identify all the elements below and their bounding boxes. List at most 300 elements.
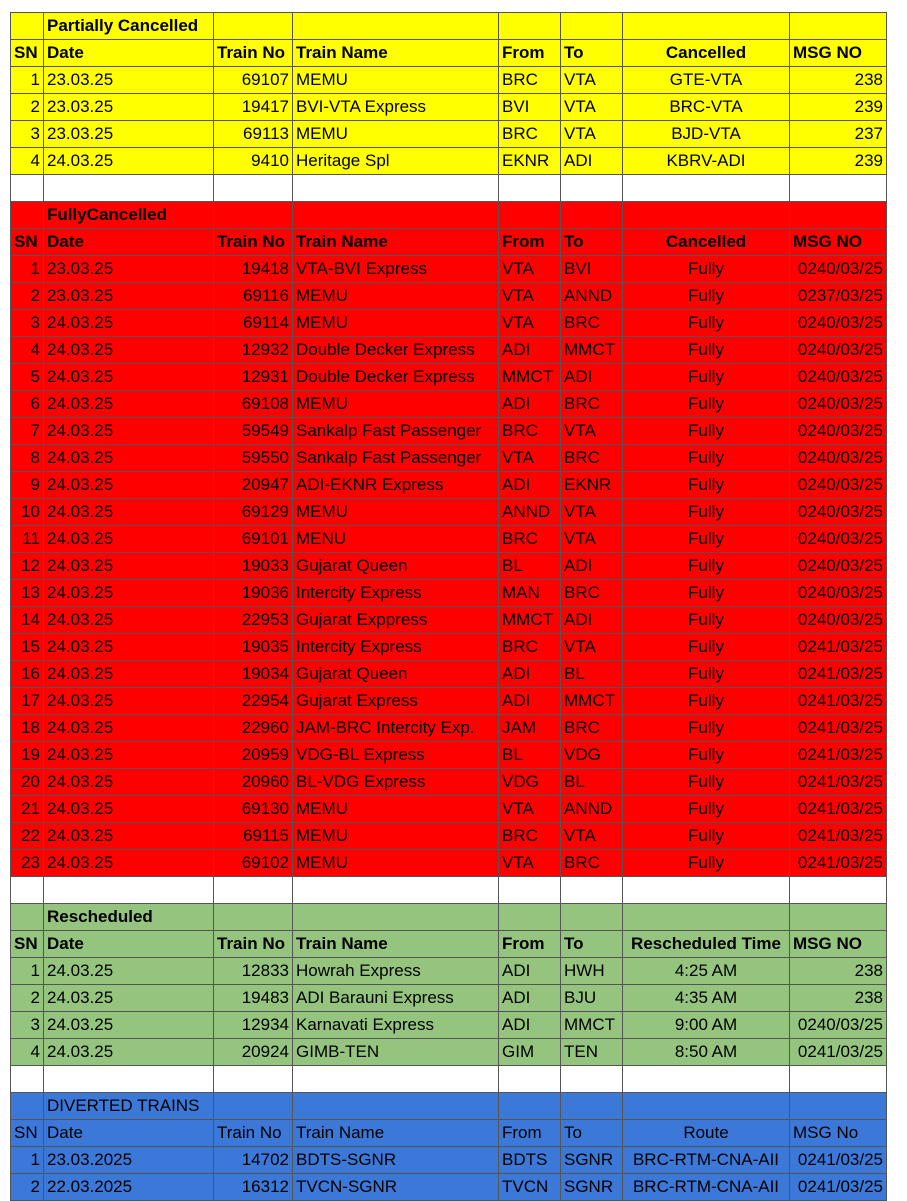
cell-date: 23.03.25 (44, 67, 214, 94)
cell-msg-no: 0240/03/25 (790, 526, 887, 553)
cell-sn: 1 (11, 958, 44, 985)
cell-train-name: Heritage Spl (293, 148, 499, 175)
cell-date: 24.03.25 (44, 148, 214, 175)
cell-train-no: 19036 (214, 580, 293, 607)
table-row (11, 715, 887, 742)
cell-from: VTA (499, 310, 561, 337)
cell-cancelled: Fully (623, 418, 790, 445)
cell-cancelled: Fully (623, 499, 790, 526)
cell-train-no: 69116 (214, 283, 293, 310)
cell-sn: 15 (11, 634, 44, 661)
cell-to: VTA (561, 94, 623, 121)
cell-msg-no: 0240/03/25 (790, 391, 887, 418)
cell-train-no: 22960 (214, 715, 293, 742)
cell-to: ANND (561, 796, 623, 823)
cell-cancelled: Fully (623, 850, 790, 877)
cell-train-no: 69107 (214, 67, 293, 94)
cell-train-name: GIMB-TEN (293, 1039, 499, 1066)
cell-date: 23.03.2025 (44, 1147, 214, 1174)
cell-to: VTA (561, 634, 623, 661)
table-row (11, 607, 887, 634)
cell-from: VDG (499, 769, 561, 796)
cell-train-no: 19418 (214, 256, 293, 283)
cell-msg-no: 0241/03/25 (790, 769, 887, 796)
cell-train-no: 22954 (214, 688, 293, 715)
table-row (11, 661, 887, 688)
table-row (11, 148, 887, 175)
col-header-msg-no: MSG NO (790, 229, 887, 256)
cell-date: 24.03.25 (44, 364, 214, 391)
cell-sn: 2 (11, 1174, 44, 1201)
cell-msg-no: 0240/03/25 (790, 499, 887, 526)
cell-msg-no: 0240/03/25 (790, 337, 887, 364)
cell-train-no: 69101 (214, 526, 293, 553)
col-header-msg-no: MSG No (790, 1120, 887, 1147)
cell-msg-no: 0241/03/25 (790, 796, 887, 823)
cell-train-no: 69130 (214, 796, 293, 823)
cell-route: BRC-RTM-CNA-AII (623, 1174, 790, 1201)
cell-sn: 3 (11, 310, 44, 337)
cell-to: EKNR (561, 472, 623, 499)
cell-train-no: 19034 (214, 661, 293, 688)
cell-train-name: Gujarat Express (293, 688, 499, 715)
cell-train-name: MEMU (293, 823, 499, 850)
cell-msg-no: 0240/03/25 (790, 553, 887, 580)
table-row (11, 823, 887, 850)
cell-msg-no: 0241/03/25 (790, 823, 887, 850)
cell-sn: 22 (11, 823, 44, 850)
cell-to: BRC (561, 580, 623, 607)
rescheduled-rows (11, 958, 887, 1066)
cell-sn: 12 (11, 553, 44, 580)
cell-msg-no: 0240/03/25 (790, 472, 887, 499)
cell-sn: 14 (11, 607, 44, 634)
cell-to: VTA (561, 67, 623, 94)
cell-date: 23.03.25 (44, 94, 214, 121)
col-header-train-no: Train No (214, 40, 293, 67)
cell-msg-no: 0240/03/25 (790, 580, 887, 607)
cell-date: 24.03.25 (44, 526, 214, 553)
cell-train-name: MENU (293, 526, 499, 553)
cell-date: 23.03.25 (44, 121, 214, 148)
cell-cancelled: Fully (623, 661, 790, 688)
cell-sn: 2 (11, 94, 44, 121)
cell-to: VDG (561, 742, 623, 769)
table-row (11, 364, 887, 391)
cell-msg-no: 0240/03/25 (790, 418, 887, 445)
cell-to: ANND (561, 283, 623, 310)
table-row (11, 985, 887, 1012)
spacer-row (11, 175, 887, 202)
cell-sn: 4 (11, 337, 44, 364)
cell-msg-no: 0240/03/25 (790, 310, 887, 337)
col-header-msg-no: MSG NO (790, 931, 887, 958)
cell-to: BRC (561, 715, 623, 742)
cell-msg-no: 0240/03/25 (790, 607, 887, 634)
cell-date: 24.03.25 (44, 337, 214, 364)
cell-to: ADI (561, 148, 623, 175)
section-title: Rescheduled (44, 904, 214, 931)
cell-train-no: 19417 (214, 94, 293, 121)
cell-from: VTA (499, 796, 561, 823)
cell-sn: 13 (11, 580, 44, 607)
header-row (11, 229, 887, 256)
cell-to: MMCT (561, 337, 623, 364)
cell-sn: 6 (11, 391, 44, 418)
cell-cancelled: Fully (623, 364, 790, 391)
cell-from: ADI (499, 661, 561, 688)
cell-train-no: 12931 (214, 364, 293, 391)
cell-sn: 1 (11, 1147, 44, 1174)
cell-to: BJU (561, 985, 623, 1012)
cell-train-no: 59550 (214, 445, 293, 472)
cell-date: 24.03.25 (44, 985, 214, 1012)
cell-from: MAN (499, 580, 561, 607)
cell-from: ADI (499, 472, 561, 499)
col-header-to: To (561, 1120, 623, 1147)
cell-cancelled: Fully (623, 553, 790, 580)
cell-from: MMCT (499, 607, 561, 634)
col-header-train-no: Train No (214, 229, 293, 256)
cell-train-name: MEMU (293, 310, 499, 337)
cell-date: 24.03.25 (44, 661, 214, 688)
table-row (11, 1039, 887, 1066)
cell-from: VTA (499, 445, 561, 472)
col-header-sn: SN (11, 931, 44, 958)
cell-sn: 23 (11, 850, 44, 877)
cell-train-no: 20960 (214, 769, 293, 796)
spacer-row (11, 1066, 887, 1093)
cell-cancelled: Fully (623, 607, 790, 634)
cell-train-no: 69115 (214, 823, 293, 850)
cell-train-no: 69102 (214, 850, 293, 877)
section-title-row (11, 202, 887, 229)
cell-train-name: Gujarat Queen (293, 661, 499, 688)
cell-to: MMCT (561, 688, 623, 715)
cell-train-no: 22953 (214, 607, 293, 634)
col-header-sn: SN (11, 40, 44, 67)
table-row (11, 67, 887, 94)
cell-msg-no: 0241/03/25 (790, 715, 887, 742)
cell-train-name: Gujarat Queen (293, 553, 499, 580)
cell-date: 24.03.25 (44, 634, 214, 661)
table-row (11, 283, 887, 310)
cell-cancelled: KBRV-ADI (623, 148, 790, 175)
table-row (11, 742, 887, 769)
cell-train-no: 69114 (214, 310, 293, 337)
cell-from: VTA (499, 256, 561, 283)
cell-date: 24.03.25 (44, 742, 214, 769)
cell-train-no: 19483 (214, 985, 293, 1012)
col-header-to: To (561, 931, 623, 958)
cell-cancelled: Fully (623, 445, 790, 472)
col-header-from: From (499, 229, 561, 256)
cell-train-name: BVI-VTA Express (293, 94, 499, 121)
cell-sn: 1 (11, 256, 44, 283)
cell-train-name: MEMU (293, 283, 499, 310)
col-header-msg-no: MSG NO (790, 40, 887, 67)
col-header-date: Date (44, 40, 214, 67)
cell-train-name: Intercity Express (293, 580, 499, 607)
col-header-rescheduled-time: Rescheduled Time (623, 931, 790, 958)
cell-train-no: 12833 (214, 958, 293, 985)
col-header-sn: SN (11, 229, 44, 256)
cell-train-no: 19035 (214, 634, 293, 661)
cell-to: BVI (561, 256, 623, 283)
cell-cancelled: Fully (623, 796, 790, 823)
cell-msg-no: 0241/03/25 (790, 688, 887, 715)
col-header-train-no: Train No (214, 931, 293, 958)
cell-sn: 5 (11, 364, 44, 391)
cell-train-name: Sankalp Fast Passenger (293, 445, 499, 472)
cell-time: 4:35 AM (623, 985, 790, 1012)
partially-cancelled-rows (11, 67, 887, 175)
table-row (11, 553, 887, 580)
cell-from: BRC (499, 67, 561, 94)
table-row (11, 121, 887, 148)
col-header-date: Date (44, 931, 214, 958)
cell-msg-no: 0240/03/25 (790, 445, 887, 472)
cell-msg-no: 0241/03/25 (790, 742, 887, 769)
cell-sn: 19 (11, 742, 44, 769)
cell-msg-no: 238 (790, 985, 887, 1012)
cell-date: 23.03.25 (44, 256, 214, 283)
cell-date: 24.03.25 (44, 499, 214, 526)
cell-from: BDTS (499, 1147, 561, 1174)
cell-date: 24.03.25 (44, 472, 214, 499)
cell-time: 8:50 AM (623, 1039, 790, 1066)
col-header-from: From (499, 931, 561, 958)
cell-train-no: 19033 (214, 553, 293, 580)
cell-train-name: VTA-BVI Express (293, 256, 499, 283)
cell-train-name: Double Decker Express (293, 364, 499, 391)
cell-to: SGNR (561, 1147, 623, 1174)
cell-train-no: 20924 (214, 1039, 293, 1066)
section-title-row (11, 904, 887, 931)
col-header-train-name: Train Name (293, 931, 499, 958)
rescheduled-section (11, 904, 887, 958)
cell-train-no: 20947 (214, 472, 293, 499)
cell-train-name: Howrah Express (293, 958, 499, 985)
cell-date: 24.03.25 (44, 850, 214, 877)
cell-msg-no: 237 (790, 121, 887, 148)
table-row (11, 256, 887, 283)
cell-cancelled: Fully (623, 256, 790, 283)
cell-date: 24.03.25 (44, 796, 214, 823)
cell-from: ANND (499, 499, 561, 526)
cell-from: ADI (499, 958, 561, 985)
cell-date: 24.03.25 (44, 823, 214, 850)
cell-from: BRC (499, 418, 561, 445)
cell-train-name: ADI Barauni Express (293, 985, 499, 1012)
table-row (11, 634, 887, 661)
cell-msg-no: 0237/03/25 (790, 283, 887, 310)
col-header-to: To (561, 40, 623, 67)
col-header-date: Date (44, 229, 214, 256)
cell-train-name: MEMU (293, 67, 499, 94)
col-header-sn: SN (11, 1120, 44, 1147)
cell-train-no: 12932 (214, 337, 293, 364)
cell-to: TEN (561, 1039, 623, 1066)
cell-cancelled: Fully (623, 769, 790, 796)
spacer-row (11, 877, 887, 904)
cell-sn: 10 (11, 499, 44, 526)
cell-from: ADI (499, 688, 561, 715)
cell-to: VTA (561, 121, 623, 148)
cell-cancelled: Fully (623, 283, 790, 310)
cell-date: 24.03.25 (44, 418, 214, 445)
cell-from: ADI (499, 391, 561, 418)
cell-train-name: Sankalp Fast Passenger (293, 418, 499, 445)
cell-date: 24.03.25 (44, 1012, 214, 1039)
cell-sn: 8 (11, 445, 44, 472)
diverted-trains-rows (11, 1147, 887, 1201)
col-header-to: To (561, 229, 623, 256)
cell-date: 24.03.25 (44, 580, 214, 607)
cell-sn: 20 (11, 769, 44, 796)
cell-date: 22.03.2025 (44, 1174, 214, 1201)
cell-sn: 2 (11, 283, 44, 310)
table-row (11, 850, 887, 877)
cell-train-name: MEMU (293, 850, 499, 877)
cell-msg-no: 238 (790, 67, 887, 94)
cell-to: ADI (561, 607, 623, 634)
cell-sn: 3 (11, 1012, 44, 1039)
train-status-sheet (10, 12, 887, 1201)
cell-cancelled: GTE-VTA (623, 67, 790, 94)
col-header-train-name: Train Name (293, 229, 499, 256)
cell-from: BRC (499, 121, 561, 148)
cell-train-no: 59549 (214, 418, 293, 445)
table-row (11, 337, 887, 364)
table-row (11, 1147, 887, 1174)
cell-msg-no: 239 (790, 148, 887, 175)
cell-date: 23.03.25 (44, 283, 214, 310)
cell-from: EKNR (499, 148, 561, 175)
cell-sn: 3 (11, 121, 44, 148)
table-row (11, 1174, 887, 1201)
cell-train-no: 69129 (214, 499, 293, 526)
cell-from: GIM (499, 1039, 561, 1066)
table-row (11, 94, 887, 121)
cell-msg-no: 0241/03/25 (790, 1174, 887, 1201)
cell-msg-no: 239 (790, 94, 887, 121)
table-row (11, 526, 887, 553)
cell-cancelled: Fully (623, 715, 790, 742)
table-row (11, 580, 887, 607)
cell-sn: 4 (11, 1039, 44, 1066)
table-row (11, 310, 887, 337)
cell-sn: 2 (11, 985, 44, 1012)
header-row (11, 40, 887, 67)
cell-train-name: JAM-BRC Intercity Exp. (293, 715, 499, 742)
cell-to: ADI (561, 553, 623, 580)
cell-train-name: TVCN-SGNR (293, 1174, 499, 1201)
cell-train-name: ADI-EKNR Express (293, 472, 499, 499)
cell-to: BRC (561, 850, 623, 877)
cell-from: BRC (499, 526, 561, 553)
cell-cancelled: Fully (623, 391, 790, 418)
cell-to: MMCT (561, 1012, 623, 1039)
cell-sn: 16 (11, 661, 44, 688)
col-header-date: Date (44, 1120, 214, 1147)
col-header-route: Route (623, 1120, 790, 1147)
fully-cancelled-rows (11, 256, 887, 877)
cell-msg-no: 0241/03/25 (790, 661, 887, 688)
cell-train-name: MEMU (293, 796, 499, 823)
cell-train-name: Karnavati Express (293, 1012, 499, 1039)
cell-train-no: 16312 (214, 1174, 293, 1201)
section-title-row (11, 13, 887, 40)
table-row (11, 499, 887, 526)
cell-from: ADI (499, 337, 561, 364)
cell-to: VTA (561, 823, 623, 850)
cell-from: JAM (499, 715, 561, 742)
cell-train-name: MEMU (293, 499, 499, 526)
col-header-from: From (499, 40, 561, 67)
cell-cancelled: Fully (623, 634, 790, 661)
cell-cancelled: BJD-VTA (623, 121, 790, 148)
table-row (11, 796, 887, 823)
col-header-train-name: Train Name (293, 1120, 499, 1147)
cell-date: 24.03.25 (44, 310, 214, 337)
cell-train-name: VDG-BL Express (293, 742, 499, 769)
table-row (11, 418, 887, 445)
cell-cancelled: Fully (623, 337, 790, 364)
cell-date: 24.03.25 (44, 1039, 214, 1066)
cell-to: VTA (561, 526, 623, 553)
cell-cancelled: Fully (623, 580, 790, 607)
cell-train-no: 20959 (214, 742, 293, 769)
cell-train-no: 69108 (214, 391, 293, 418)
section-title-row (11, 1093, 887, 1120)
cell-from: MMCT (499, 364, 561, 391)
cell-date: 24.03.25 (44, 958, 214, 985)
cell-sn: 1 (11, 67, 44, 94)
cell-to: BRC (561, 310, 623, 337)
cell-to: BRC (561, 391, 623, 418)
table-row (11, 688, 887, 715)
cell-from: ADI (499, 1012, 561, 1039)
cell-sn: 4 (11, 148, 44, 175)
cell-to: VTA (561, 499, 623, 526)
cell-to: SGNR (561, 1174, 623, 1201)
cell-to: BL (561, 769, 623, 796)
cell-msg-no: 0241/03/25 (790, 1039, 887, 1066)
cell-train-no: 9410 (214, 148, 293, 175)
cell-from: ADI (499, 985, 561, 1012)
cell-train-name: BDTS-SGNR (293, 1147, 499, 1174)
cell-cancelled: Fully (623, 688, 790, 715)
cell-cancelled: BRC-VTA (623, 94, 790, 121)
cell-date: 24.03.25 (44, 607, 214, 634)
cell-sn: 9 (11, 472, 44, 499)
cell-sn: 11 (11, 526, 44, 553)
cell-msg-no: 0240/03/25 (790, 256, 887, 283)
cell-from: BRC (499, 634, 561, 661)
col-header-cancelled: Cancelled (623, 229, 790, 256)
col-header-train-name: Train Name (293, 40, 499, 67)
section-title: Partially Cancelled (44, 13, 214, 40)
cell-from: BL (499, 553, 561, 580)
cell-time: 4:25 AM (623, 958, 790, 985)
cell-train-name: Double Decker Express (293, 337, 499, 364)
cell-train-name: Gujarat Exppress (293, 607, 499, 634)
header-row (11, 931, 887, 958)
cell-train-name: MEMU (293, 121, 499, 148)
cell-route: BRC-RTM-CNA-AII (623, 1147, 790, 1174)
cell-msg-no: 0240/03/25 (790, 1012, 887, 1039)
